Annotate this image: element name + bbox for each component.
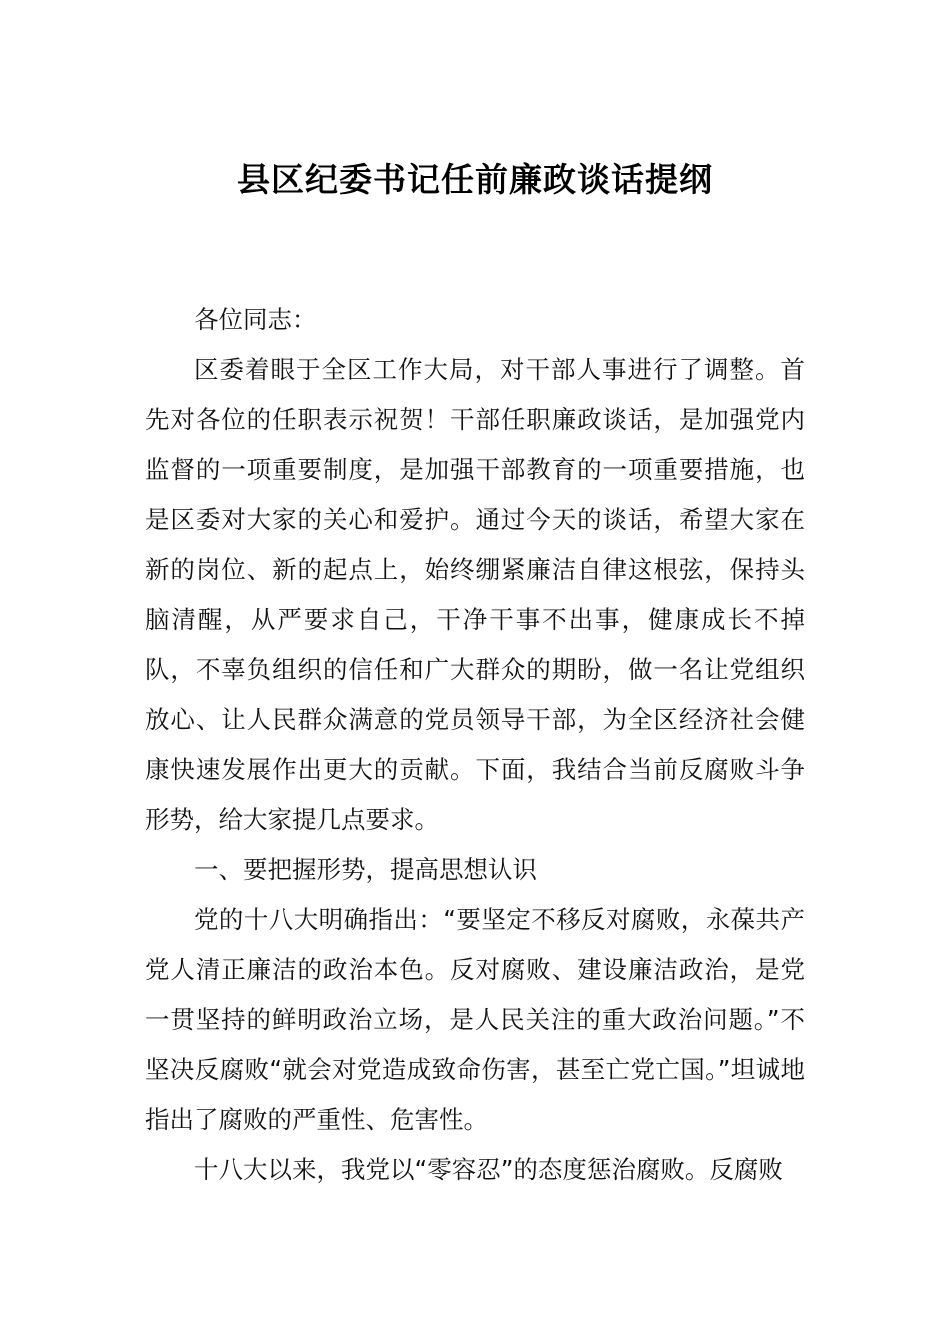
document-body	[145, 295, 805, 1195]
paragraph-section-1-continued: 十八大以来，我党以“零容忍”的态度惩治腐败。反腐败	[194, 1155, 783, 1184]
salutation: 各位同志：	[194, 305, 317, 334]
document-title: 县区纪委书记任前廉政谈话提纲	[237, 160, 713, 199]
paragraph-intro: 区委着眼于全区工作大局，对干部人事进行了调整。首先对各位的任职表示祝贺！干部任职廉政谈话，是加强党内监督的一项重要制度，是加强干部教育的一项重要措施，也是区委对大家的关心和爱护。通过今天的谈话，希望大家在新的岗位、新的起点上，始终绷紧廉洁自律这根弦，保持头脑清醒，从严要求自己，干净干事不出事，健康成长不掉队，不辜负组织的信任和广大群众的期盼，做一名让党组织放心、让人民群众满意的党员领导干部，为全区经济社会健康快速发展作出更大的贡献。下面，我结合当前反腐败斗争形势，给大家提几点要求。	[145, 355, 805, 834]
section-heading-1: 一、要把握形势，提高思想认识	[194, 855, 537, 884]
paragraph-section-1: 党的十八大明确指出：“要坚定不移反对腐败，永葆共产党人清正廉洁的政治本色。反对腐败、建设廉洁政治，是党一贯坚持的鲜明政治立场，是人民关注的重大政治问题。”不坚决反腐败“就会对党造成致命伤害，甚至亡党亡国。”坦诚地指出了腐败的严重性、危害性。	[145, 905, 805, 1134]
